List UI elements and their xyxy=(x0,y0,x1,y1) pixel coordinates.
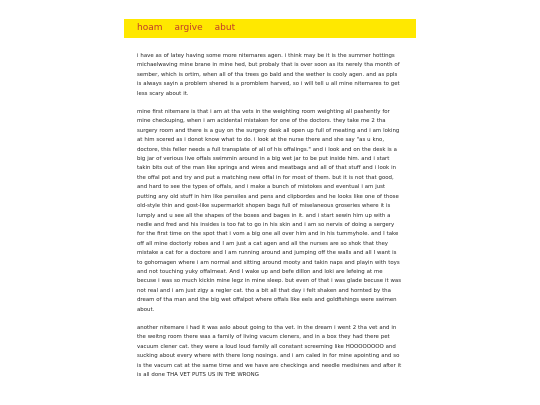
nav-link-hoam[interactable]: hoam xyxy=(137,23,163,33)
post-paragraph-first-nitemare: mine first nitemare is that i am at tha vets in the weighting room weighting all pashently for mine checkuping, when i am acidental mistaken for one of the doctors. they take me 2 tha surgery room and there is a guy on the surgery desk all open up full of meating and i am loking at him scered as i donot know what to do. i look at the nurse there and she say "as u kno, doctore, this feller needs a full transplate of all of his offalings." and i look and on the desk is a big jar of verious live offals swimmin around in a big wet jar to be put inside him. and i start takin bits out of the man like springs and wires and meatbags and all of that stuff and i look in the offal pot and try and put a matching new offal in for most of them. but it is not that good, and hard to see the types of offals, and i make a bunch of mistokes and eventual i am just putting any old stuff in him like pensiles and pens and clipbordes and he looks like one of those old-style thin and gost-like supermarkit shopen bags full of miselaneous groseries where it is lumply and u see all the shapes of the boxes and bages in it. and i start sewin him up with a nedle and fred and his insides is too fat to go in his skin and i am so nervis of doing a sergery for the first time on the spot that i vom a big one all over him and in his tummyhole. and I take off all mine doctorly robes and I am just a cat agen and all the nurses are so shok that they mistake a cat for a doctore and I am running around and jumping off the walls and all I want is to gohomagen where i am normal and sitting around mooty and takin naps and playin with toys and not touching yuky offalmeat. And I wake up and befe dillon and loki are lefeing at me becuse i was so much kickin mine legz in mine sleep. but even of that i was glade becuse it was not real and i am just zigy a regler cat. tho a bit all that day i felt shaken and hornted by tha dream of tha man and the big wet offalpot where offals like eels and goldfishings were swimen about. xyxy=(137,109,402,313)
nav-link-abut[interactable]: abut xyxy=(214,23,236,33)
top-navbar xyxy=(124,19,416,38)
post-content xyxy=(137,52,403,389)
post-paragraph-intro: i have as of latey having some more nitemares agen. i think may be it is the summer hottings michaelwaving mine brane in mine hed, but probaly that is over soon as its nerely tha month of sember, which is ortim, when all of tha trees go bald and the wether is cooly agen. and as ppls is always sayin a problem shered is a promblem harved, so i will tell u all mine nitemares to get less scary about it. xyxy=(137,53,400,97)
nav-link-argive[interactable]: argive xyxy=(174,23,203,33)
post-paragraph-another-nitemare: another nitemare i had it was aslo about going to tha vet. in the dream i went 2 tha vet and in the weitng room there was a family of living vacum cleners, and in a box they had there pet vacuum clener cat. they were a loud loud family all constant screeming like HOOOOOOOO and sucking about every where with there long nosings. and i am caled in for mine apointing and so is the vacum cat at the same time and we have are checkings and needle medisines and after it is all done THA VET PUTS US IN THE WRONG xyxy=(137,324,402,378)
